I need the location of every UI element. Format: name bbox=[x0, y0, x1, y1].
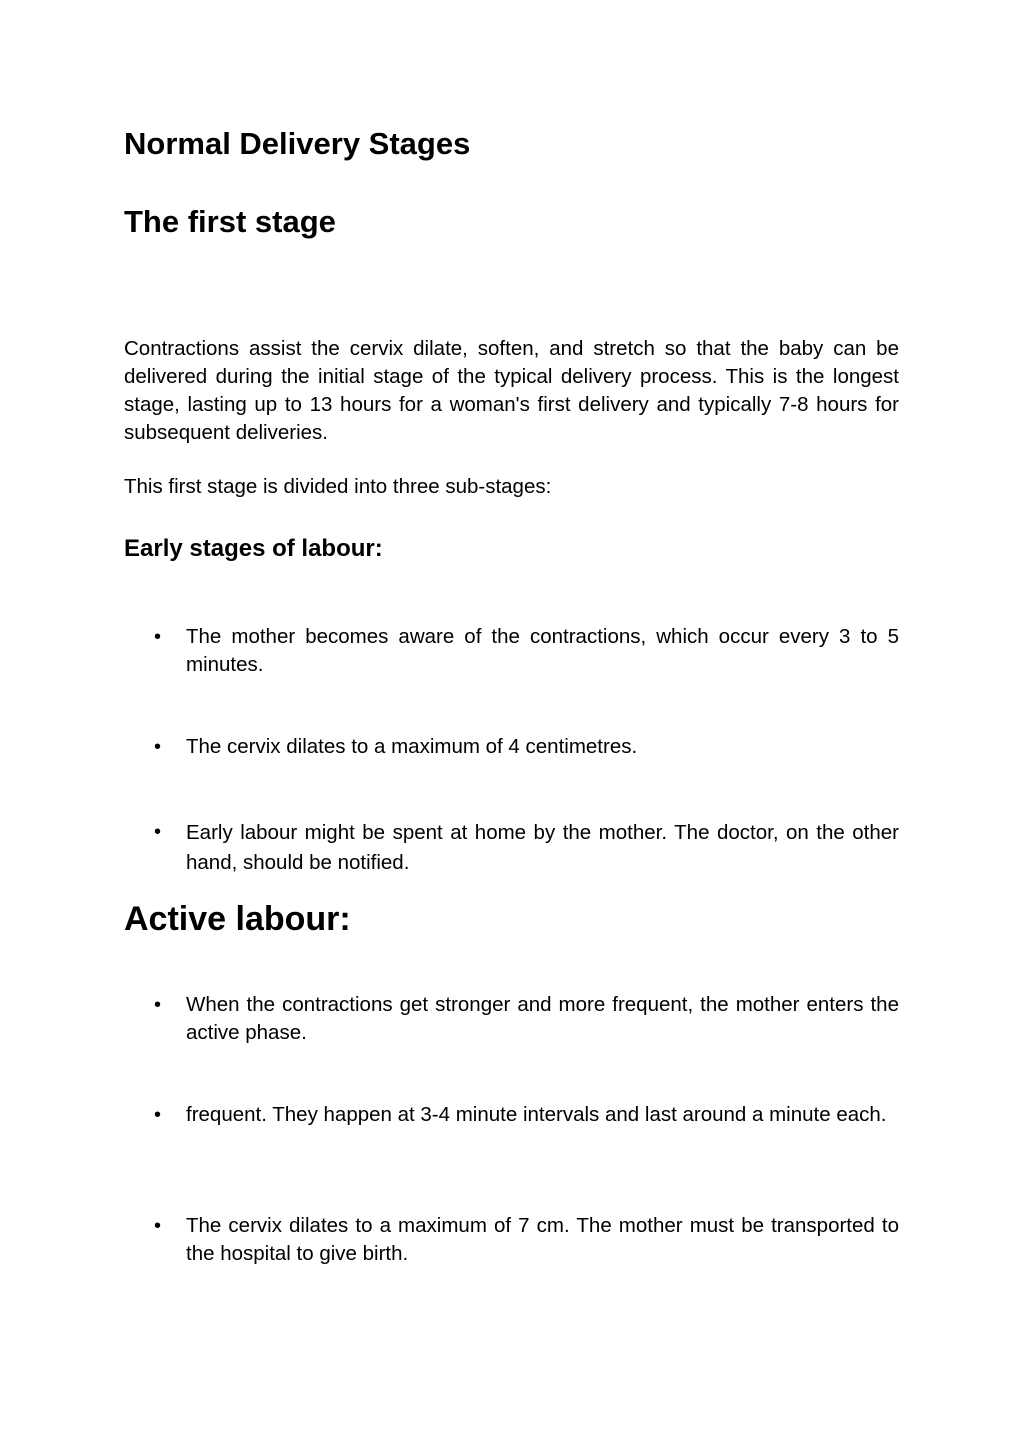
bullet-icon: • bbox=[154, 821, 162, 843]
substages-paragraph: This first stage is divided into three sub-stages: bbox=[124, 475, 552, 498]
intro-paragraph: Contractions assist the cervix dilate, soften, and stretch so that the baby can be delivered during the initial stage of the typical delivery process. This is the longest stage, lasting up to 13 hours for a woman's first delivery and typically 7-8 hours for subsequent deliveries. bbox=[124, 337, 899, 444]
bullet-icon: • bbox=[154, 626, 162, 648]
bullet-icon: • bbox=[154, 1104, 162, 1126]
list-item-text: The mother becomes aware of the contractions, which occur every 3 to 5 minutes. bbox=[186, 625, 899, 676]
document-title: Normal Delivery Stages bbox=[124, 126, 471, 161]
list-item-text: Early labour might be spent at home by the mother. The doctor, on the other hand, should be notified. bbox=[186, 821, 899, 874]
section-title-first-stage: The first stage bbox=[124, 204, 336, 239]
bullet-icon: • bbox=[154, 994, 162, 1016]
active-labour-heading: Active labour: bbox=[124, 900, 351, 938]
list-item-text: The cervix dilates to a maximum of 7 cm. The mother must be transported to the hospital to give birth. bbox=[186, 1214, 899, 1265]
list-item-text: frequent. They happen at 3-4 minute intervals and last around a minute each. bbox=[186, 1103, 887, 1126]
bullet-icon: • bbox=[154, 736, 162, 758]
list-item-text: The cervix dilates to a maximum of 4 centimetres. bbox=[186, 735, 638, 758]
early-labour-heading: Early stages of labour: bbox=[124, 535, 383, 562]
bullet-icon: • bbox=[154, 1215, 162, 1237]
list-item-text: When the contractions get stronger and more frequent, the mother enters the active phase. bbox=[186, 993, 899, 1044]
